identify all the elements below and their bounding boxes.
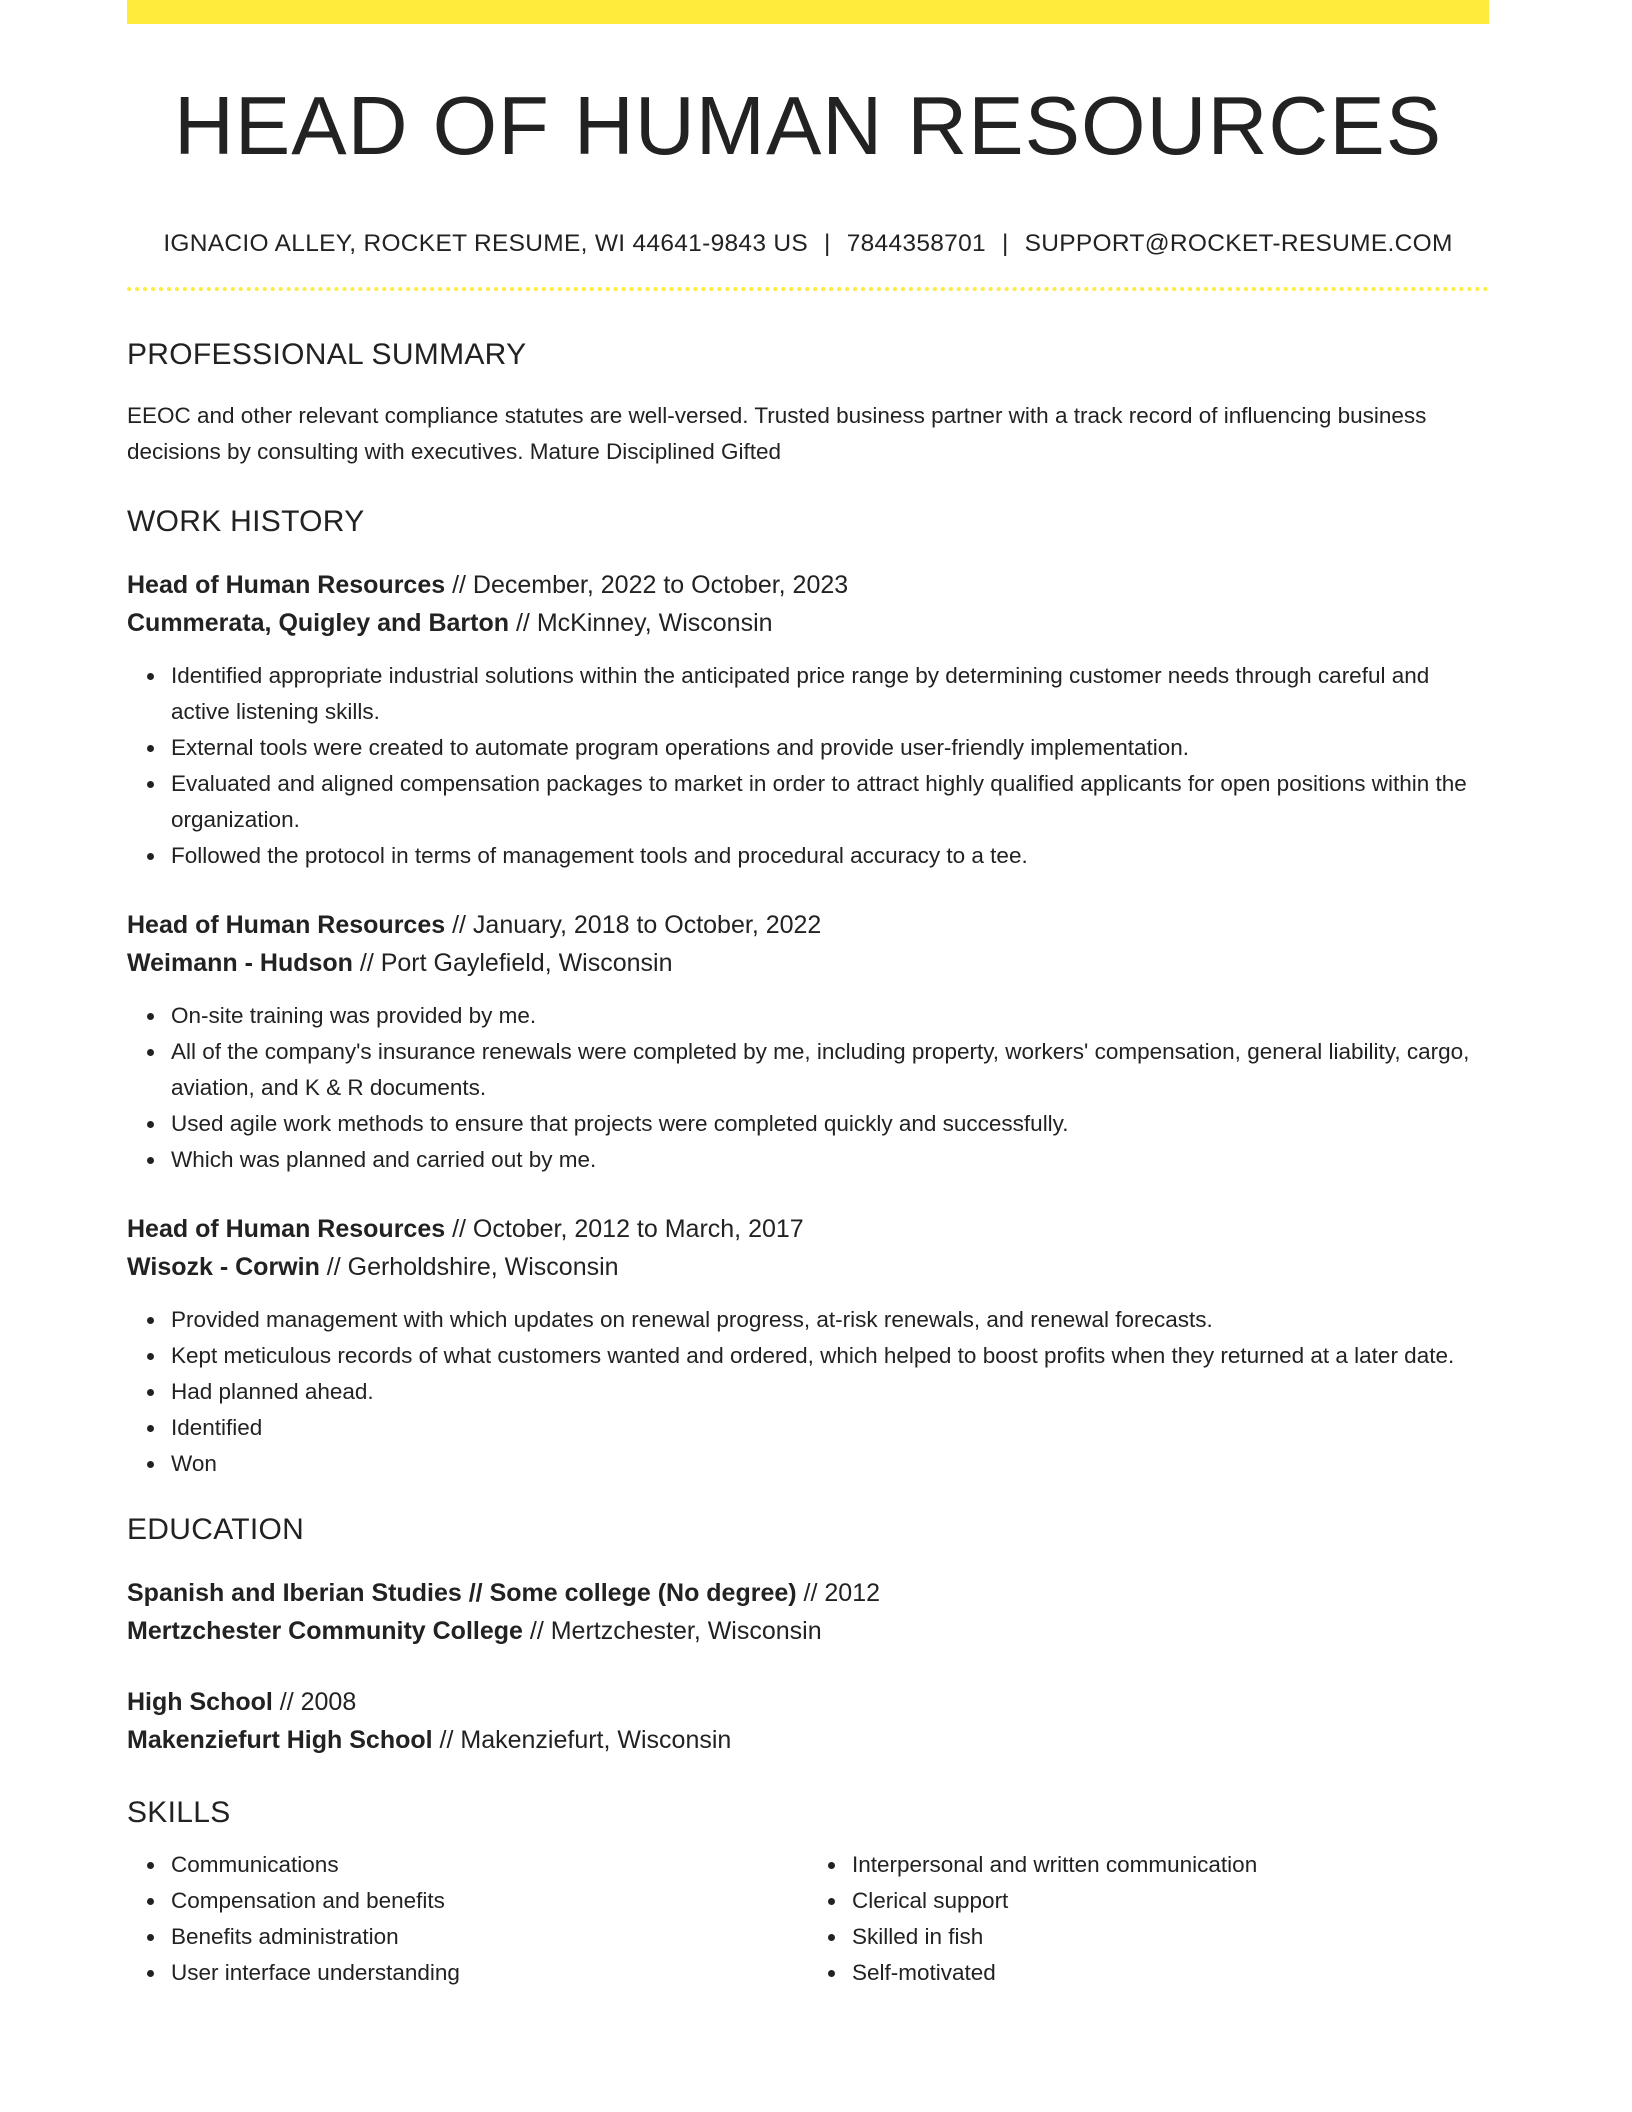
dotted-divider xyxy=(127,287,1489,291)
list-item: On-site training was provided by me. xyxy=(171,998,1489,1034)
list-item: Identified xyxy=(171,1410,1489,1446)
job-company: Cummerata, Quigley and Barton xyxy=(127,609,510,638)
list-item: Kept meticulous records of what customers wanted and ordered, which helped to boost profits when they returned at a later date. xyxy=(171,1338,1489,1374)
job-title-line xyxy=(127,566,1489,604)
work-history-heading: WORK HISTORY xyxy=(127,505,365,539)
list-item: All of the company's insurance renewals were completed by me, including property, workers' compensation, general liability, cargo, aviation, and K & R documents. xyxy=(171,1034,1489,1106)
education-degree-line xyxy=(127,1683,1489,1721)
education-school: Mertzchester Community College xyxy=(127,1617,523,1646)
job-title-line xyxy=(127,1210,1489,1248)
job-title: Head of Human Resources xyxy=(127,571,446,600)
contact-line xyxy=(127,229,1489,258)
job-bullets xyxy=(127,998,1489,1178)
job-company: Wisozk - Corwin xyxy=(127,1253,320,1282)
skill-item: User interface understanding xyxy=(171,1955,808,1991)
job-bullets xyxy=(127,1302,1489,1482)
job-entry xyxy=(127,1210,1489,1482)
list-item: Which was planned and carried out by me. xyxy=(171,1142,1489,1178)
list-item: External tools were created to automate program operations and provide user-friendly implementation. xyxy=(171,730,1489,766)
accent-top-bar xyxy=(127,0,1489,24)
education-entry xyxy=(127,1574,1489,1650)
resume-title: HEAD OF HUMAN RESOURCES xyxy=(173,79,1443,172)
skill-item: Interpersonal and written communication xyxy=(852,1847,1489,1883)
list-item: Identified appropriate industrial solutions within the anticipated price range by determining customer needs through careful and active listening skills. xyxy=(171,658,1489,730)
education-degree: Spanish and Iberian Studies // Some college (No degree) xyxy=(127,1579,797,1608)
list-item: Evaluated and aligned compensation packages to market in order to attract highly qualified applicants for open positions within the organization. xyxy=(171,766,1489,838)
list-item: Provided management with which updates on renewal progress, at-risk renewals, and renewal forecasts. xyxy=(171,1302,1489,1338)
education-entry xyxy=(127,1683,1489,1759)
job-title: Head of Human Resources xyxy=(127,1215,446,1244)
job-dates: // January, 2018 to October, 2022 xyxy=(452,911,822,940)
education-location: // Makenziefurt, Wisconsin xyxy=(439,1726,732,1755)
job-title-line xyxy=(127,906,1489,944)
skill-item: Clerical support xyxy=(852,1883,1489,1919)
list-item: Won xyxy=(171,1446,1489,1482)
education-year: // 2012 xyxy=(803,1579,880,1608)
education-school-line xyxy=(127,1612,1489,1650)
summary-text: EEOC and other relevant compliance statutes are well-versed. Trusted business partner with a track record of influencing business decisions by consulting with executives. Mature Disciplined Gifted xyxy=(127,403,1427,465)
job-entry xyxy=(127,566,1489,874)
skills-heading: SKILLS xyxy=(127,1796,231,1830)
summary-heading: PROFESSIONAL SUMMARY xyxy=(127,338,527,372)
skill-item: Communications xyxy=(171,1847,808,1883)
list-item: Followed the protocol in terms of management tools and procedural accuracy to a tee. xyxy=(171,838,1489,874)
job-entry xyxy=(127,906,1489,1178)
skill-item: Benefits administration xyxy=(171,1919,808,1955)
job-company: Weimann - Hudson xyxy=(127,949,353,978)
job-title: Head of Human Resources xyxy=(127,911,446,940)
job-bullets xyxy=(127,658,1489,874)
contact-separator: | xyxy=(824,230,831,257)
skills-list-right xyxy=(808,1847,1489,1991)
education-year: // 2008 xyxy=(279,1688,357,1717)
skill-item: Skilled in fish xyxy=(852,1919,1489,1955)
education-school: Makenziefurt High School xyxy=(127,1726,433,1755)
contact-address: IGNACIO ALLEY, ROCKET RESUME, WI 44641-9843 US xyxy=(163,230,809,257)
education-degree-line xyxy=(127,1574,1489,1612)
education-degree: High School xyxy=(127,1688,273,1717)
contact-separator: | xyxy=(1001,230,1009,257)
education-location: // Mertzchester, Wisconsin xyxy=(529,1617,822,1646)
job-company-line xyxy=(127,944,1489,982)
job-dates: // October, 2012 to March, 2017 xyxy=(452,1215,804,1244)
skill-item: Self-motivated xyxy=(852,1955,1489,1991)
job-location: // Gerholdshire, Wisconsin xyxy=(326,1253,619,1282)
job-location: // McKinney, Wisconsin xyxy=(515,609,773,638)
list-item: Used agile work methods to ensure that projects were completed quickly and successfully. xyxy=(171,1106,1489,1142)
job-company-line xyxy=(127,604,1489,642)
education-heading: EDUCATION xyxy=(127,1513,305,1547)
skills-grid xyxy=(127,1847,1489,1991)
resume-page xyxy=(127,0,1489,1991)
list-item: Had planned ahead. xyxy=(171,1374,1489,1410)
skill-item: Compensation and benefits xyxy=(171,1883,808,1919)
education-school-line xyxy=(127,1721,1489,1759)
job-company-line xyxy=(127,1248,1489,1286)
job-location: // Port Gaylefield, Wisconsin xyxy=(359,949,673,978)
skills-list-left xyxy=(127,1847,808,1991)
job-dates: // December, 2022 to October, 2023 xyxy=(452,571,849,600)
contact-phone: 7844358701 xyxy=(846,230,986,257)
contact-email: SUPPORT@ROCKET-RESUME.COM xyxy=(1024,230,1453,257)
